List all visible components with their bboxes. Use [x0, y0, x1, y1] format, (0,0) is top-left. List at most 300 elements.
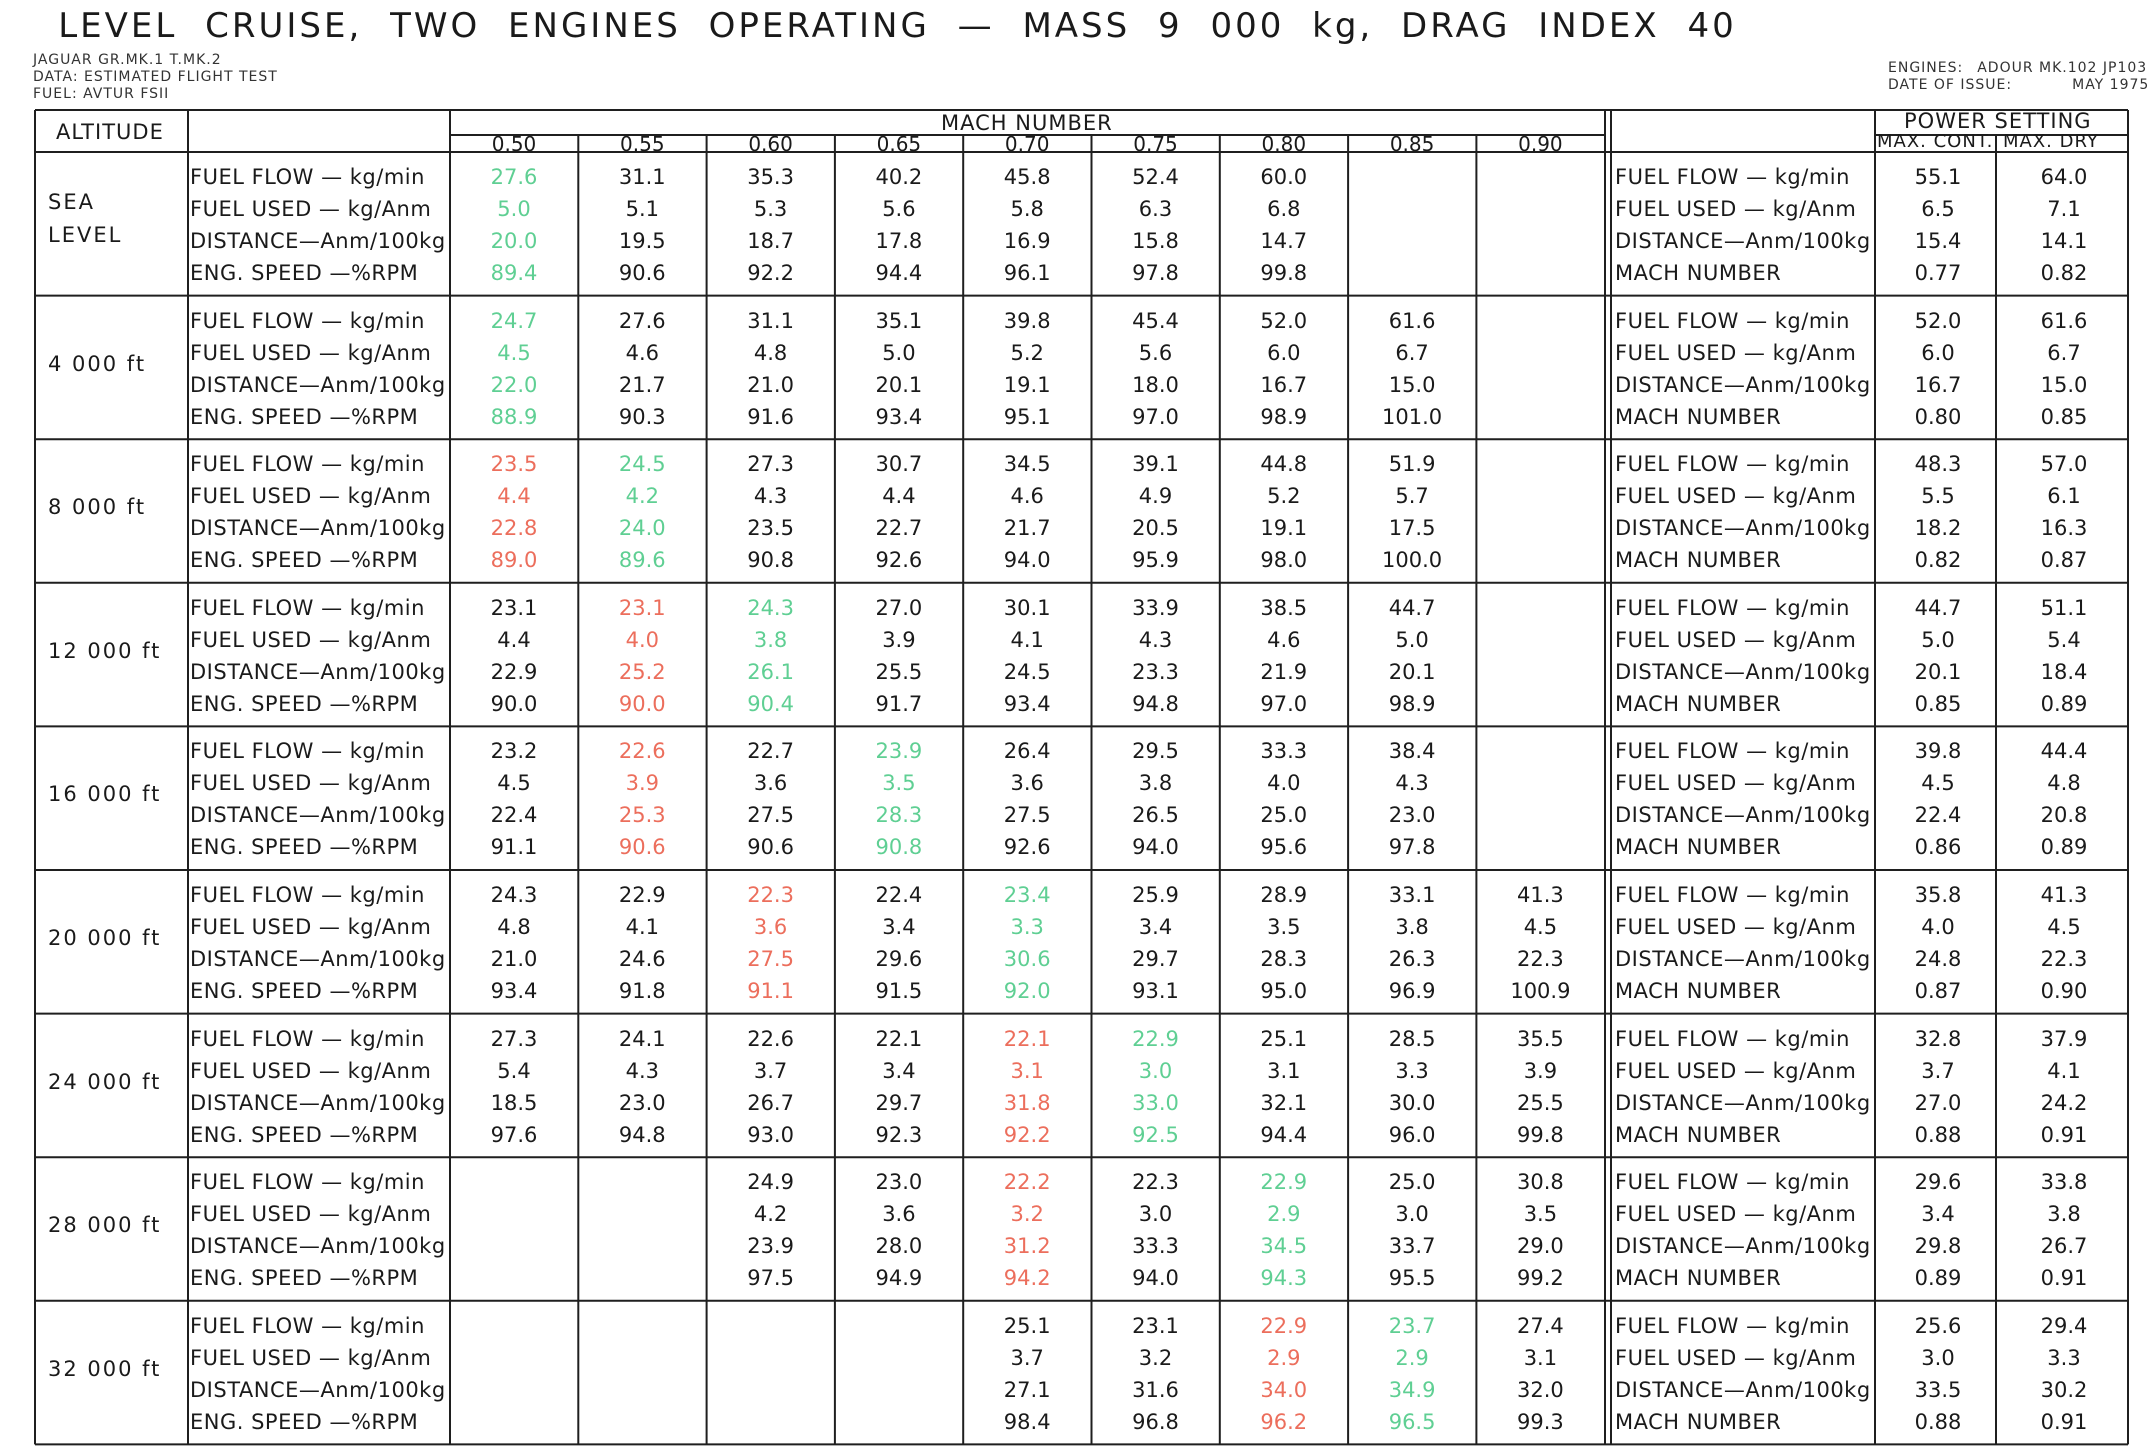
data-cell: 3.4: [1138, 915, 1173, 939]
max-cont-cell: 6.0: [1921, 340, 1955, 365]
data-cell: 99.3: [1517, 1409, 1564, 1434]
data-cell: 27.5: [747, 947, 794, 971]
max-dry-cell: 0.91: [2040, 1122, 2088, 1147]
data-cell: 5.1: [625, 197, 659, 221]
max-dry-cell: 0.82: [2040, 261, 2088, 285]
max-dry-cell: 0.89: [2040, 835, 2088, 860]
data-cell: 3.7: [753, 1058, 788, 1083]
data-cell: 3.6: [753, 771, 788, 796]
data-cell: 35.5: [1517, 1026, 1564, 1051]
data-cell: 5.6: [1138, 340, 1173, 365]
data-cell: 95.1: [1003, 404, 1051, 429]
altitude-label: SEA: [48, 190, 95, 214]
data-cell: 38.5: [1260, 595, 1308, 620]
data-cell: 3.4: [882, 915, 916, 939]
row-label: DISTANCE—Anm/100kg: [190, 372, 446, 397]
data-cell: 3.2: [1138, 1345, 1173, 1370]
data-cell: 30.0: [1388, 1090, 1436, 1115]
data-cell: 3.1: [1010, 1058, 1044, 1083]
row-label: ENG. SPEED —%RPM: [190, 1409, 419, 1434]
data-cell: 3.1: [1267, 1058, 1301, 1083]
data-cell: 93.1: [1132, 979, 1179, 1003]
data-cell: 24.5: [1003, 659, 1051, 684]
data-cell: 28.3: [875, 803, 923, 828]
data-cell: 44.8: [1260, 452, 1308, 477]
power-row-label: DISTANCE—Anm/100kg: [1615, 1377, 1871, 1402]
data-cell: 92.6: [1003, 835, 1051, 860]
data-cell: 22.1: [875, 1026, 923, 1051]
data-cell: 97.8: [1388, 835, 1436, 860]
data-cell: 5.0: [497, 197, 531, 221]
data-cell: 4.0: [625, 627, 659, 652]
max-dry-cell: 6.7: [2047, 340, 2081, 365]
data-cell: 24.6: [618, 947, 666, 971]
power-row-label: FUEL USED — kg/Anm: [1615, 484, 1857, 509]
data-cell: 33.3: [1132, 1234, 1179, 1259]
data-cell: 34.5: [1260, 1234, 1308, 1259]
max-dry-cell: 0.91: [2040, 1266, 2088, 1291]
max-cont-cell: 15.4: [1914, 229, 1962, 253]
max-dry-cell: 6.1: [2047, 484, 2081, 509]
max-cont-cell: 16.7: [1914, 372, 1962, 397]
row-label: FUEL FLOW — kg/min: [190, 1170, 425, 1195]
mach-header-0-80: 0.80: [1261, 132, 1307, 156]
data-cell: 27.3: [490, 1026, 538, 1051]
max-dry-cell: 14.1: [2040, 229, 2088, 253]
altitude-label: 20 000 ft: [48, 926, 162, 950]
data-cell: 33.3: [1260, 739, 1308, 764]
max-cont-cell: 29.6: [1914, 1170, 1962, 1195]
max-dry-cell: 3.3: [2047, 1345, 2081, 1370]
max-cont-cell: 0.89: [1914, 1266, 1962, 1291]
data-cell: 4.8: [497, 915, 531, 939]
max-cont-cell: 52.0: [1914, 308, 1962, 333]
row-label: FUEL USED — kg/Anm: [190, 1058, 432, 1083]
data-cell: 93.4: [875, 404, 923, 429]
data-cell: 92.6: [875, 548, 923, 573]
power-row-label: FUEL FLOW — kg/min: [1615, 595, 1850, 620]
power-row-label: DISTANCE—Anm/100kg: [1615, 1090, 1871, 1115]
power-row-label: MACH NUMBER: [1615, 1409, 1782, 1434]
data-cell: 96.9: [1388, 979, 1436, 1003]
row-label: DISTANCE—Anm/100kg: [190, 1234, 446, 1259]
data-cell: 23.7: [1388, 1313, 1436, 1338]
altitude-label: 8 000 ft: [48, 495, 147, 520]
data-cell: 96.8: [1132, 1409, 1179, 1434]
data-cell: 14.7: [1260, 229, 1308, 253]
max-dry-cell: 33.8: [2040, 1170, 2088, 1195]
power-row-label: DISTANCE—Anm/100kg: [1615, 516, 1871, 541]
data-cell: 6.8: [1267, 197, 1301, 221]
max-dry-cell: 20.8: [2040, 803, 2088, 828]
data-cell: 40.2: [875, 165, 923, 189]
max-dry-cell: 51.1: [2040, 595, 2088, 620]
data-cell: 18.7: [747, 229, 794, 253]
data-cell: 23.4: [1003, 883, 1051, 907]
data-cell: 26.4: [1003, 739, 1051, 764]
max-cont-cell: 48.3: [1914, 452, 1962, 477]
row-label: FUEL USED — kg/Anm: [190, 1202, 432, 1227]
data-cell: 91.1: [490, 835, 538, 860]
data-cell: 17.5: [1388, 516, 1436, 541]
power-row-label: MACH NUMBER: [1615, 979, 1782, 1003]
data-cell: 2.9: [1267, 1202, 1301, 1227]
data-cell: 3.0: [1395, 1202, 1429, 1227]
issue-date-value: MAY 1975: [2072, 77, 2150, 93]
data-cell: 2.9: [1395, 1345, 1429, 1370]
data-cell: 29.7: [875, 1090, 923, 1115]
data-cell: 23.5: [490, 452, 538, 477]
data-cell: 27.6: [490, 165, 538, 189]
max-dry-cell: 4.1: [2047, 1058, 2081, 1083]
data-cell: 35.1: [875, 308, 923, 333]
max-cont-cell: 33.5: [1914, 1377, 1962, 1402]
max-dry-cell: 24.2: [2040, 1090, 2088, 1115]
data-cell: 92.3: [875, 1122, 923, 1147]
data-cell: 23.0: [618, 1090, 666, 1115]
data-cell: 3.6: [753, 915, 788, 939]
row-label: FUEL FLOW — kg/min: [190, 1026, 425, 1051]
mach-header-0-85: 0.85: [1389, 132, 1435, 156]
data-cell: 20.1: [1388, 659, 1436, 684]
data-cell: 33.1: [1388, 883, 1436, 907]
max-dry-cell: 22.3: [2040, 947, 2088, 971]
data-cell: 3.5: [1523, 1202, 1558, 1227]
row-label: DISTANCE—Anm/100kg: [190, 1090, 446, 1115]
data-cell: 25.0: [1260, 803, 1308, 828]
data-cell: 3.5: [1267, 915, 1301, 939]
mach-header-0-75: 0.75: [1133, 132, 1178, 156]
row-label: ENG. SPEED —%RPM: [190, 1122, 419, 1147]
power-row-label: FUEL USED — kg/Anm: [1615, 1058, 1857, 1083]
data-cell: 23.9: [875, 739, 923, 764]
data-cell: 24.3: [747, 595, 794, 620]
data-cell: 24.0: [618, 516, 666, 541]
data-cell: 52.4: [1132, 165, 1179, 189]
data-cell: 31.8: [1003, 1090, 1051, 1115]
max-cont-cell: 3.7: [1921, 1058, 1955, 1083]
data-cell: 5.0: [1395, 627, 1429, 652]
data-cell: 90.6: [618, 261, 666, 285]
data-cell: 28.3: [1260, 947, 1308, 971]
data-cell: 99.2: [1517, 1266, 1564, 1291]
data-cell: 25.1: [1003, 1313, 1051, 1338]
data-cell: 90.8: [747, 548, 794, 573]
power-row-label: DISTANCE—Anm/100kg: [1615, 803, 1871, 828]
data-cell: 5.0: [882, 340, 916, 365]
mach-header-0-70: 0.70: [1004, 132, 1050, 156]
data-cell: 25.9: [1132, 883, 1179, 907]
data-cell: 4.3: [1395, 771, 1429, 796]
row-label: ENG. SPEED —%RPM: [190, 261, 419, 285]
mach-number-header: MACH NUMBER: [941, 111, 1113, 135]
data-cell: 19.1: [1260, 516, 1308, 541]
max-cont-cell: 0.77: [1914, 261, 1962, 285]
max-dry-cell: 4.5: [2047, 915, 2081, 939]
max-dry-cell: 0.90: [2040, 979, 2088, 1003]
row-label: ENG. SPEED —%RPM: [190, 691, 419, 716]
data-cell: 99.8: [1260, 261, 1308, 285]
max-dry-cell: 0.91: [2040, 1409, 2088, 1434]
data-cell: 98.9: [1260, 404, 1308, 429]
data-cell: 4.5: [497, 340, 531, 365]
row-label: ENG. SPEED —%RPM: [190, 1266, 419, 1291]
data-cell: 31.2: [1003, 1234, 1051, 1259]
max-cont-cell: 5.0: [1921, 627, 1955, 652]
data-cell: 22.3: [747, 883, 794, 907]
power-row-label: FUEL FLOW — kg/min: [1615, 308, 1850, 333]
data-cell: 4.2: [625, 484, 659, 509]
max-dry-cell: 30.2: [2040, 1377, 2088, 1402]
data-cell: 22.1: [1003, 1026, 1051, 1051]
mach-header-0-60: 0.60: [748, 132, 793, 156]
data-cell: 3.0: [1138, 1202, 1173, 1227]
data-cell: 5.7: [1395, 484, 1429, 509]
data-cell: 27.5: [1003, 803, 1051, 828]
data-cell: 25.0: [1388, 1170, 1436, 1195]
power-row-label: FUEL FLOW — kg/min: [1615, 1170, 1850, 1195]
data-cell: 88.9: [490, 404, 538, 429]
row-label: DISTANCE—Anm/100kg: [190, 659, 446, 684]
data-cell: 22.3: [1132, 1170, 1179, 1195]
max-dry-cell: 37.9: [2040, 1026, 2088, 1051]
data-cell: 22.7: [747, 739, 794, 764]
data-cell: 3.3: [1010, 915, 1044, 939]
data-cell: 5.8: [1010, 197, 1044, 221]
data-cell: 94.2: [1003, 1266, 1051, 1291]
altitude-label: 12 000 ft: [48, 638, 162, 663]
data-cell: 4.4: [497, 627, 531, 652]
data-cell: 28.9: [1260, 883, 1308, 907]
data-cell: 30.8: [1517, 1170, 1564, 1195]
power-row-label: DISTANCE—Anm/100kg: [1615, 372, 1871, 397]
data-cell: 27.4: [1517, 1313, 1564, 1338]
data-cell: 3.1: [1523, 1345, 1558, 1370]
data-cell: 22.6: [618, 739, 666, 764]
max-dry-cell: 18.4: [2040, 659, 2088, 684]
data-cell: 5.6: [882, 197, 916, 221]
data-cell: 97.8: [1132, 261, 1179, 285]
altitude-label: 24 000 ft: [48, 1069, 162, 1094]
data-cell: 3.5: [882, 771, 916, 796]
engines-label: ENGINES:: [1888, 60, 1964, 76]
data-cell: 94.0: [1132, 1266, 1179, 1291]
row-label: FUEL FLOW — kg/min: [190, 595, 425, 620]
data-cell: 27.5: [747, 803, 794, 828]
data-cell: 3.0: [1138, 1058, 1173, 1083]
data-cell: 6.7: [1395, 340, 1429, 365]
power-row-label: FUEL USED — kg/Anm: [1615, 340, 1857, 365]
data-cell: 93.0: [747, 1122, 794, 1147]
data-cell: 26.1: [747, 659, 794, 684]
power-row-label: DISTANCE—Anm/100kg: [1615, 659, 1871, 684]
data-cell: 95.0: [1260, 979, 1308, 1003]
data-cell: 96.2: [1260, 1409, 1308, 1434]
data-cell: 95.9: [1132, 548, 1179, 573]
row-label: FUEL FLOW — kg/min: [190, 739, 425, 764]
max-cont-cell: 35.8: [1914, 883, 1962, 907]
data-cell: 3.2: [1010, 1202, 1044, 1227]
data-cell: 27.1: [1003, 1377, 1051, 1402]
data-cell: 39.1: [1132, 452, 1179, 477]
data-cell: 25.3: [618, 803, 666, 828]
data-cell: 33.7: [1388, 1234, 1436, 1259]
data-cell: 98.0: [1260, 548, 1308, 573]
data-cell: 29.7: [1132, 947, 1179, 971]
max-dry-cell: 3.8: [2047, 1202, 2081, 1227]
data-cell: 24.9: [747, 1170, 794, 1195]
altitude-label: LEVEL: [48, 223, 123, 247]
data-cell: 15.8: [1132, 229, 1179, 253]
data-cell: 90.0: [490, 691, 538, 716]
data-cell: 28.5: [1388, 1026, 1436, 1051]
data-cell: 27.3: [747, 452, 794, 477]
data-cell: 100.0: [1382, 548, 1443, 573]
row-label: DISTANCE—Anm/100kg: [190, 947, 446, 971]
row-label: FUEL FLOW — kg/min: [190, 452, 425, 477]
data-cell: 23.1: [490, 595, 538, 620]
data-cell: 33.9: [1132, 595, 1179, 620]
altitude-label: 28 000 ft: [48, 1213, 162, 1238]
power-row-label: FUEL FLOW — kg/min: [1615, 1313, 1850, 1338]
data-cell: 18.0: [1132, 372, 1179, 397]
data-cell: 16.9: [1003, 229, 1051, 253]
data-cell: 90.0: [618, 691, 666, 716]
data-cell: 45.4: [1132, 308, 1179, 333]
data-cell: 4.8: [753, 340, 788, 365]
max-dry-cell: 41.3: [2040, 883, 2088, 907]
data-cell: 23.5: [747, 516, 794, 541]
data-cell: 23.9: [747, 1234, 794, 1259]
row-label: FUEL FLOW — kg/min: [190, 308, 425, 333]
data-cell: 3.8: [1138, 771, 1173, 796]
data-cell: 5.2: [1267, 484, 1301, 509]
max-cont-cell: 27.0: [1914, 1090, 1962, 1115]
max-dry-header: MAX. DRY: [2003, 131, 2099, 152]
max-cont-cell: 0.88: [1914, 1409, 1962, 1434]
max-cont-cell: 25.6: [1914, 1313, 1962, 1338]
data-cell: 93.4: [1003, 691, 1051, 716]
data-cell: 4.3: [753, 484, 788, 509]
max-cont-cell: 4.0: [1921, 915, 1955, 939]
data-cell: 4.0: [1267, 771, 1301, 796]
row-label: FUEL USED — kg/Anm: [190, 340, 432, 365]
data-cell: 25.1: [1260, 1026, 1308, 1051]
power-row-label: MACH NUMBER: [1615, 1122, 1782, 1147]
data-cell: 4.6: [625, 340, 659, 365]
mach-header-0-50: 0.50: [491, 132, 537, 156]
data-cell: 3.8: [753, 627, 788, 652]
data-cell: 6.0: [1267, 340, 1301, 365]
data-cell: 51.9: [1388, 452, 1436, 477]
row-label: FUEL USED — kg/Anm: [190, 627, 432, 652]
data-cell: 97.0: [1260, 691, 1308, 716]
max-cont-cell: 5.5: [1921, 484, 1955, 509]
data-cell: 30.7: [875, 452, 923, 477]
power-row-label: FUEL FLOW — kg/min: [1615, 165, 1850, 189]
data-cell: 21.0: [490, 947, 538, 971]
data-cell: 96.5: [1388, 1409, 1436, 1434]
data-cell: 26.3: [1388, 947, 1436, 971]
data-cell: 21.0: [747, 372, 794, 397]
max-cont-cell: 0.85: [1914, 691, 1962, 716]
data-cell: 20.5: [1132, 516, 1179, 541]
max-cont-cell: 0.87: [1914, 979, 1962, 1003]
max-dry-cell: 64.0: [2040, 165, 2088, 189]
data-cell: 90.3: [618, 404, 666, 429]
max-cont-cell: 0.86: [1914, 835, 1962, 860]
data-cell: 22.7: [875, 516, 923, 541]
max-cont-cell: 6.5: [1921, 197, 1955, 221]
data-cell: 22.9: [618, 883, 666, 907]
max-dry-cell: 26.7: [2040, 1234, 2088, 1259]
row-label: ENG. SPEED —%RPM: [190, 404, 419, 429]
max-cont-cell: 0.82: [1914, 548, 1962, 573]
data-cell: 26.7: [747, 1090, 794, 1115]
power-row-label: MACH NUMBER: [1615, 548, 1782, 573]
data-cell: 19.1: [1003, 372, 1051, 397]
data-cell: 23.2: [490, 739, 538, 764]
data-cell: 92.2: [747, 261, 794, 285]
row-label: DISTANCE—Anm/100kg: [190, 516, 446, 541]
row-label: FUEL USED — kg/Anm: [190, 1345, 432, 1370]
row-label: DISTANCE—Anm/100kg: [190, 229, 446, 253]
max-dry-cell: 57.0: [2040, 452, 2088, 477]
data-cell: 3.4: [882, 1058, 916, 1083]
row-label: FUEL USED — kg/Anm: [190, 915, 432, 939]
data-cell: 3.6: [1010, 771, 1044, 796]
max-dry-cell: 44.4: [2040, 739, 2088, 764]
power-row-label: FUEL USED — kg/Anm: [1615, 915, 1857, 939]
data-cell: 5.3: [753, 197, 788, 221]
data-cell: 4.5: [497, 771, 531, 796]
max-dry-cell: 7.1: [2047, 197, 2081, 221]
max-dry-cell: 15.0: [2040, 372, 2088, 397]
data-cell: 94.8: [1132, 691, 1179, 716]
max-cont-cell: 4.5: [1921, 771, 1955, 796]
data-cell: 29.5: [1132, 739, 1179, 764]
data-cell: 3.9: [1523, 1058, 1558, 1083]
data-cell: 29.6: [875, 947, 923, 971]
altitude-header: ALTITUDE: [56, 120, 164, 144]
data-cell: 38.4: [1388, 739, 1436, 764]
data-cell: 24.5: [618, 452, 666, 477]
max-dry-cell: 0.89: [2040, 691, 2088, 716]
fuel-type: FUEL: AVTUR FSII: [33, 86, 170, 102]
data-cell: 4.6: [1267, 627, 1301, 652]
data-cell: 90.8: [875, 835, 923, 860]
data-cell: 30.6: [1003, 947, 1051, 971]
data-cell: 22.6: [747, 1026, 794, 1051]
data-cell: 26.5: [1132, 803, 1179, 828]
data-cell: 94.3: [1260, 1266, 1308, 1291]
data-cell: 31.1: [618, 165, 666, 189]
data-cell: 15.0: [1388, 372, 1436, 397]
data-cell: 19.5: [618, 229, 666, 253]
data-cell: 94.8: [618, 1122, 666, 1147]
data-cell: 28.0: [875, 1234, 923, 1259]
row-label: ENG. SPEED —%RPM: [190, 835, 419, 860]
power-row-label: FUEL USED — kg/Anm: [1615, 1345, 1857, 1370]
data-cell: 35.3: [747, 165, 794, 189]
altitude-label: 16 000 ft: [48, 782, 162, 807]
data-cell: 91.6: [747, 404, 794, 429]
data-cell: 3.6: [882, 1202, 916, 1227]
row-label: FUEL FLOW — kg/min: [190, 883, 425, 907]
data-cell: 98.9: [1388, 691, 1436, 716]
max-cont-cell: 44.7: [1914, 595, 1962, 620]
data-cell: 60.0: [1260, 165, 1308, 189]
